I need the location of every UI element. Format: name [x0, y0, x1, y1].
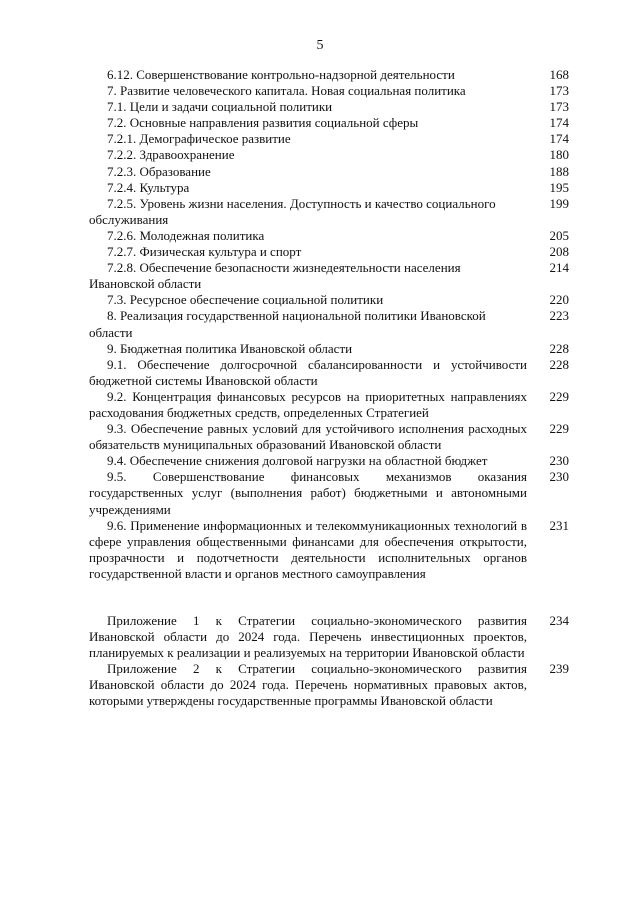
- toc-entry-title: 7.2.6. Молодежная политика: [107, 227, 265, 243]
- toc-entry-page: 230: [549, 453, 569, 469]
- toc-entry: [89, 357, 569, 389]
- appendix-entry: [89, 613, 569, 661]
- toc-entry-title: 7.3. Ресурсное обеспечение социальной политики: [107, 292, 384, 308]
- toc-entry-title: 7.2.2. Здравоохранение: [107, 147, 235, 163]
- page-number: 5: [316, 38, 324, 53]
- toc-entry: [89, 389, 569, 421]
- toc-entry-title: 7.2.1. Демографическое развитие: [107, 131, 291, 147]
- toc-entry-page: 205: [549, 227, 569, 243]
- toc-entry-title: 7.2.3. Образование: [107, 163, 211, 179]
- toc-entry: [89, 244, 569, 260]
- toc-entry-title: 9. Бюджетная политика Ивановской области: [107, 340, 353, 356]
- toc-entry-page: 208: [549, 244, 569, 260]
- toc-entry: [89, 292, 569, 308]
- toc-entry: [89, 518, 569, 582]
- toc-entry: [89, 260, 569, 292]
- table-of-contents: [89, 67, 569, 710]
- toc-entry-title: 7.2.4. Культура: [107, 179, 190, 195]
- toc-entry: [89, 99, 569, 115]
- appendix-entry: [89, 661, 569, 709]
- toc-entry-title: 6.12. Совершенствование контрольно-надзорной деятельности: [107, 67, 455, 82]
- toc-entry: [89, 164, 569, 180]
- toc-entry-title: 9.3. Обеспечение равных условий для устойчивого исполнения расходных обязательств муниципальных образований Ивановской области: [89, 421, 527, 453]
- toc-entry-page: 180: [549, 147, 569, 163]
- toc-entry: [89, 67, 569, 83]
- toc-entry-page: 168: [549, 67, 569, 82]
- toc-entry-title: 7.2.5. Уровень жизни населения. Доступность и качество социального обслуживания: [89, 195, 496, 227]
- toc-entry-page: 220: [549, 292, 569, 308]
- toc-entry-title: 7. Развитие человеческого капитала. Новая социальная политика: [107, 83, 466, 99]
- toc-entry: [89, 308, 569, 340]
- toc-entry-title: 7.2. Основные направления развития социальной сферы: [107, 115, 419, 131]
- toc-entry-page: 188: [549, 163, 569, 179]
- toc-entry-title: 9.1. Обеспечение долгосрочной сбалансированности и устойчивости бюджетной системы Ивановской области: [89, 356, 527, 388]
- toc-entry-title: 9.6. Применение информационных и телекоммуникационных технологий в сфере управления общественными финансами для обеспечения открытости, прозрачности и подотчетности деятельности исполнительных органов государственной власти и органов местного самоуправления: [89, 517, 527, 581]
- toc-entry: [89, 147, 569, 163]
- appendix-entry-title: Приложение 1 к Стратегии социально-экономического развития Ивановской области до 2024 года. Перечень инвестиционных проектов, планируемых к реализации и реализуемых на территории Ивановской области: [89, 613, 527, 661]
- toc-entry-page: 199: [549, 195, 569, 211]
- toc-entry: [89, 421, 569, 453]
- toc-entry-page: 214: [549, 260, 569, 276]
- toc-entry-page: 229: [549, 421, 569, 437]
- toc-entry-page: 173: [549, 83, 569, 99]
- toc-entry-title: 8. Реализация государственной национальной политики Ивановской области: [89, 308, 486, 340]
- toc-entry: [89, 469, 569, 517]
- toc-entry-page: 195: [549, 179, 569, 195]
- toc-entry-title: 7.2.7. Физическая культура и спорт: [107, 244, 302, 260]
- toc-entry-title: 9.2. Концентрация финансовых ресурсов на приоритетных направлениях расходования бюджетных средств, определенных Стратегией: [89, 388, 527, 420]
- toc-entry-page: 223: [549, 308, 569, 324]
- toc-entry: [89, 228, 569, 244]
- toc-entry-title: 7.2.8. Обеспечение безопасности жизнедеятельности населения Ивановской области: [89, 260, 461, 292]
- toc-entry: [89, 115, 569, 131]
- toc-entry-page: 174: [549, 115, 569, 131]
- appendix-entry-page: 234: [549, 613, 569, 628]
- toc-entry: [89, 180, 569, 196]
- toc-entry: [89, 196, 569, 228]
- toc-entry-page: 228: [549, 356, 569, 372]
- toc-entry-title: 7.1. Цели и задачи социальной политики: [107, 99, 333, 115]
- toc-entry-page: 229: [549, 388, 569, 404]
- toc-entry-page: 173: [549, 99, 569, 115]
- appendix-entry-title: Приложение 2 к Стратегии социально-экономического развития Ивановской области до 2024 года. Перечень нормативных правовых актов, которыми утверждены государственные программы Ивановской области: [89, 661, 527, 709]
- toc-entry: [89, 131, 569, 147]
- toc-entry-page: 231: [549, 517, 569, 533]
- toc-entry: [89, 341, 569, 357]
- toc-entry-page: 174: [549, 131, 569, 147]
- toc-entry-title: 9.5. Совершенствование финансовых механизмов оказания государственных услуг (выполнения работ) бюджетными и автономными учреждениями: [89, 469, 527, 517]
- toc-entry-page: 230: [549, 469, 569, 485]
- section-spacer: [89, 582, 569, 598]
- appendix-entry-page: 239: [549, 661, 569, 677]
- toc-entry: [89, 83, 569, 99]
- toc-entry-title: 9.4. Обеспечение снижения долговой нагрузки на областной бюджет: [107, 453, 488, 469]
- toc-entry: [89, 453, 569, 469]
- toc-entry-page: 228: [549, 340, 569, 356]
